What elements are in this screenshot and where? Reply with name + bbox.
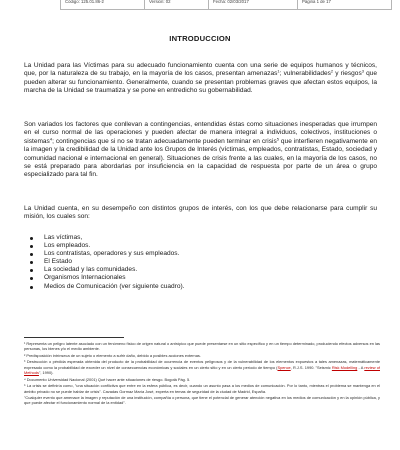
footnote-4: ⁴ Documento Universidad Nacional (2001) Qué hacer ante situaciones de riesgo. Bogotá Pág. 5.: [24, 376, 191, 382]
list-item: La sociedad y las comunidades.: [24, 266, 364, 274]
footnote-3: ³ Destrucción o pérdida esperada obtenida del producto de la probabilidad de ocurrencia de eventos peligrosos y de la vulnerabilidad de los elementos expuestos a tales amenazas, matemáticamente expresado como la probabilidad de exceder un nivel de consecuencias económicas y sociales en un cierto sitio y en un cierto período de tiempo (Spence, R.J.S. 1990. "Seismic Risk Modelling - A review of Methods", 1990).: [24, 359, 380, 376]
header-page-number: Página 1 de 17: [302, 0, 331, 4]
list-item: El Estado: [24, 258, 364, 266]
header-version: Versión: 02: [145, 0, 209, 9]
footnote-1: ¹ Representa un peligro latente asociado con un fenómeno físico de origen natural o antrópico que puede presentarse en un sitio específico y en un tiempo determinado, produciendo efectos adversos en las personas, los bienes y/o el medio ambiente.: [24, 341, 380, 352]
footnote-ref-1[interactable]: 1: [277, 68, 280, 74]
list-item: Organismos Internacionales: [24, 274, 364, 282]
footnote-2: ² Predisposición intrínseca de un sujeto o elemento a sufrir daño, debido a posibles acciones externas.: [24, 352, 201, 358]
citation-spence: Spence: [277, 364, 291, 370]
document-header-bar: [60, 0, 392, 10]
intro-paragraph-2: Son variados los factores que conllevan a contingencias, entendidas éstas como situaciones inesperadas que irrumpen en el curso normal de las operaciones y pueden afectar de manera integral a individuos, colectivos, instituciones o sistemas$^4$; contingencias que si no se tratan adecuadamente pueden terminar en crisis$^5$ que interfieren negativamente en la imagen y la credibilidad de la Unidad ante los Grupos de Interés (víctimas, empleados, contratistas, Estado, sociedad y comunidad nacional e internacional en general). Situaciones de crisis frente a las cuales, en la mayoría de los casos, no se está preparado para abordarlas por insuficiencia en la capacidad de respuesta por parte de un área o grupo especializado para tal fin.: [24, 121, 377, 179]
list-item: Las víctimas,: [24, 234, 364, 242]
header-date: Fecha: 02/03/2017: [209, 0, 298, 9]
section-title: INTRODUCCION: [169, 34, 231, 43]
footnotes: [24, 341, 380, 407]
list-item: Los contratistas, operadores y sus empleados.: [24, 250, 364, 258]
stakeholder-list: [24, 234, 364, 291]
footnote-ref-5[interactable]: 5: [276, 136, 279, 142]
header-code: Código: 125.01.86-2: [61, 0, 145, 9]
footnote-5-continued: "Cualquier evento que amenace la imagen y reputación de una institución, compañía o persona, que tiene el potencial de generar atención negativa en los medios de comunicación y en la opinión pública, y que puede afectar el funcionamiento normal de la entidad".: [24, 395, 380, 406]
footnote-ref-3[interactable]: 3: [361, 68, 364, 74]
list-item: Los empleados.: [24, 242, 364, 250]
intro-paragraph-1: La Unidad para las Víctimas para su adecuado funcionamiento cuenta con una serie de equipos humanos y técnicos, que, por la naturaleza de su trabajo, en la mayoría de los casos, presentan amenazas$^1$; vulnerabilidades$^2$ y riesgos$^3$ que pueden alterar su funcionamiento. Generalmente, cuando se presentan problemas graves que afectan estos equipos, la marcha de la Unidad se traumatiza y se pone en entredicho su gobernabilidad.: [24, 62, 378, 95]
footnote-ref-2[interactable]: 2: [330, 68, 334, 74]
list-item: Medios de Comunicación (ver siguiente cuadro).: [24, 283, 364, 291]
footnote-separator: [24, 337, 124, 338]
footnote-ref-4[interactable]: 4: [49, 136, 53, 142]
citation-risk-modelling: Risk Modelling: [331, 364, 358, 370]
intro-paragraph-3: La Unidad cuenta, en su desempeño con distintos grupos de interés, con los que debe relacionarse para cumplir su misión, los cuales son:: [24, 205, 377, 221]
citation-review-of-methods: review of Methods: [24, 364, 380, 376]
footnote-5: ⁵ La crisis se definiría como, "una situación conflictiva que entre en la esfera pública, es decir, cuando un asunto pasa a los medios de comunicación. Por lo tanto, mientras el problema se mantenga en el ámbito privado no se puede hablar de crisis". Cavadas Gormaz María José, experta en temas de seguridad de la ciudad de Madrid, España.: [24, 383, 380, 394]
